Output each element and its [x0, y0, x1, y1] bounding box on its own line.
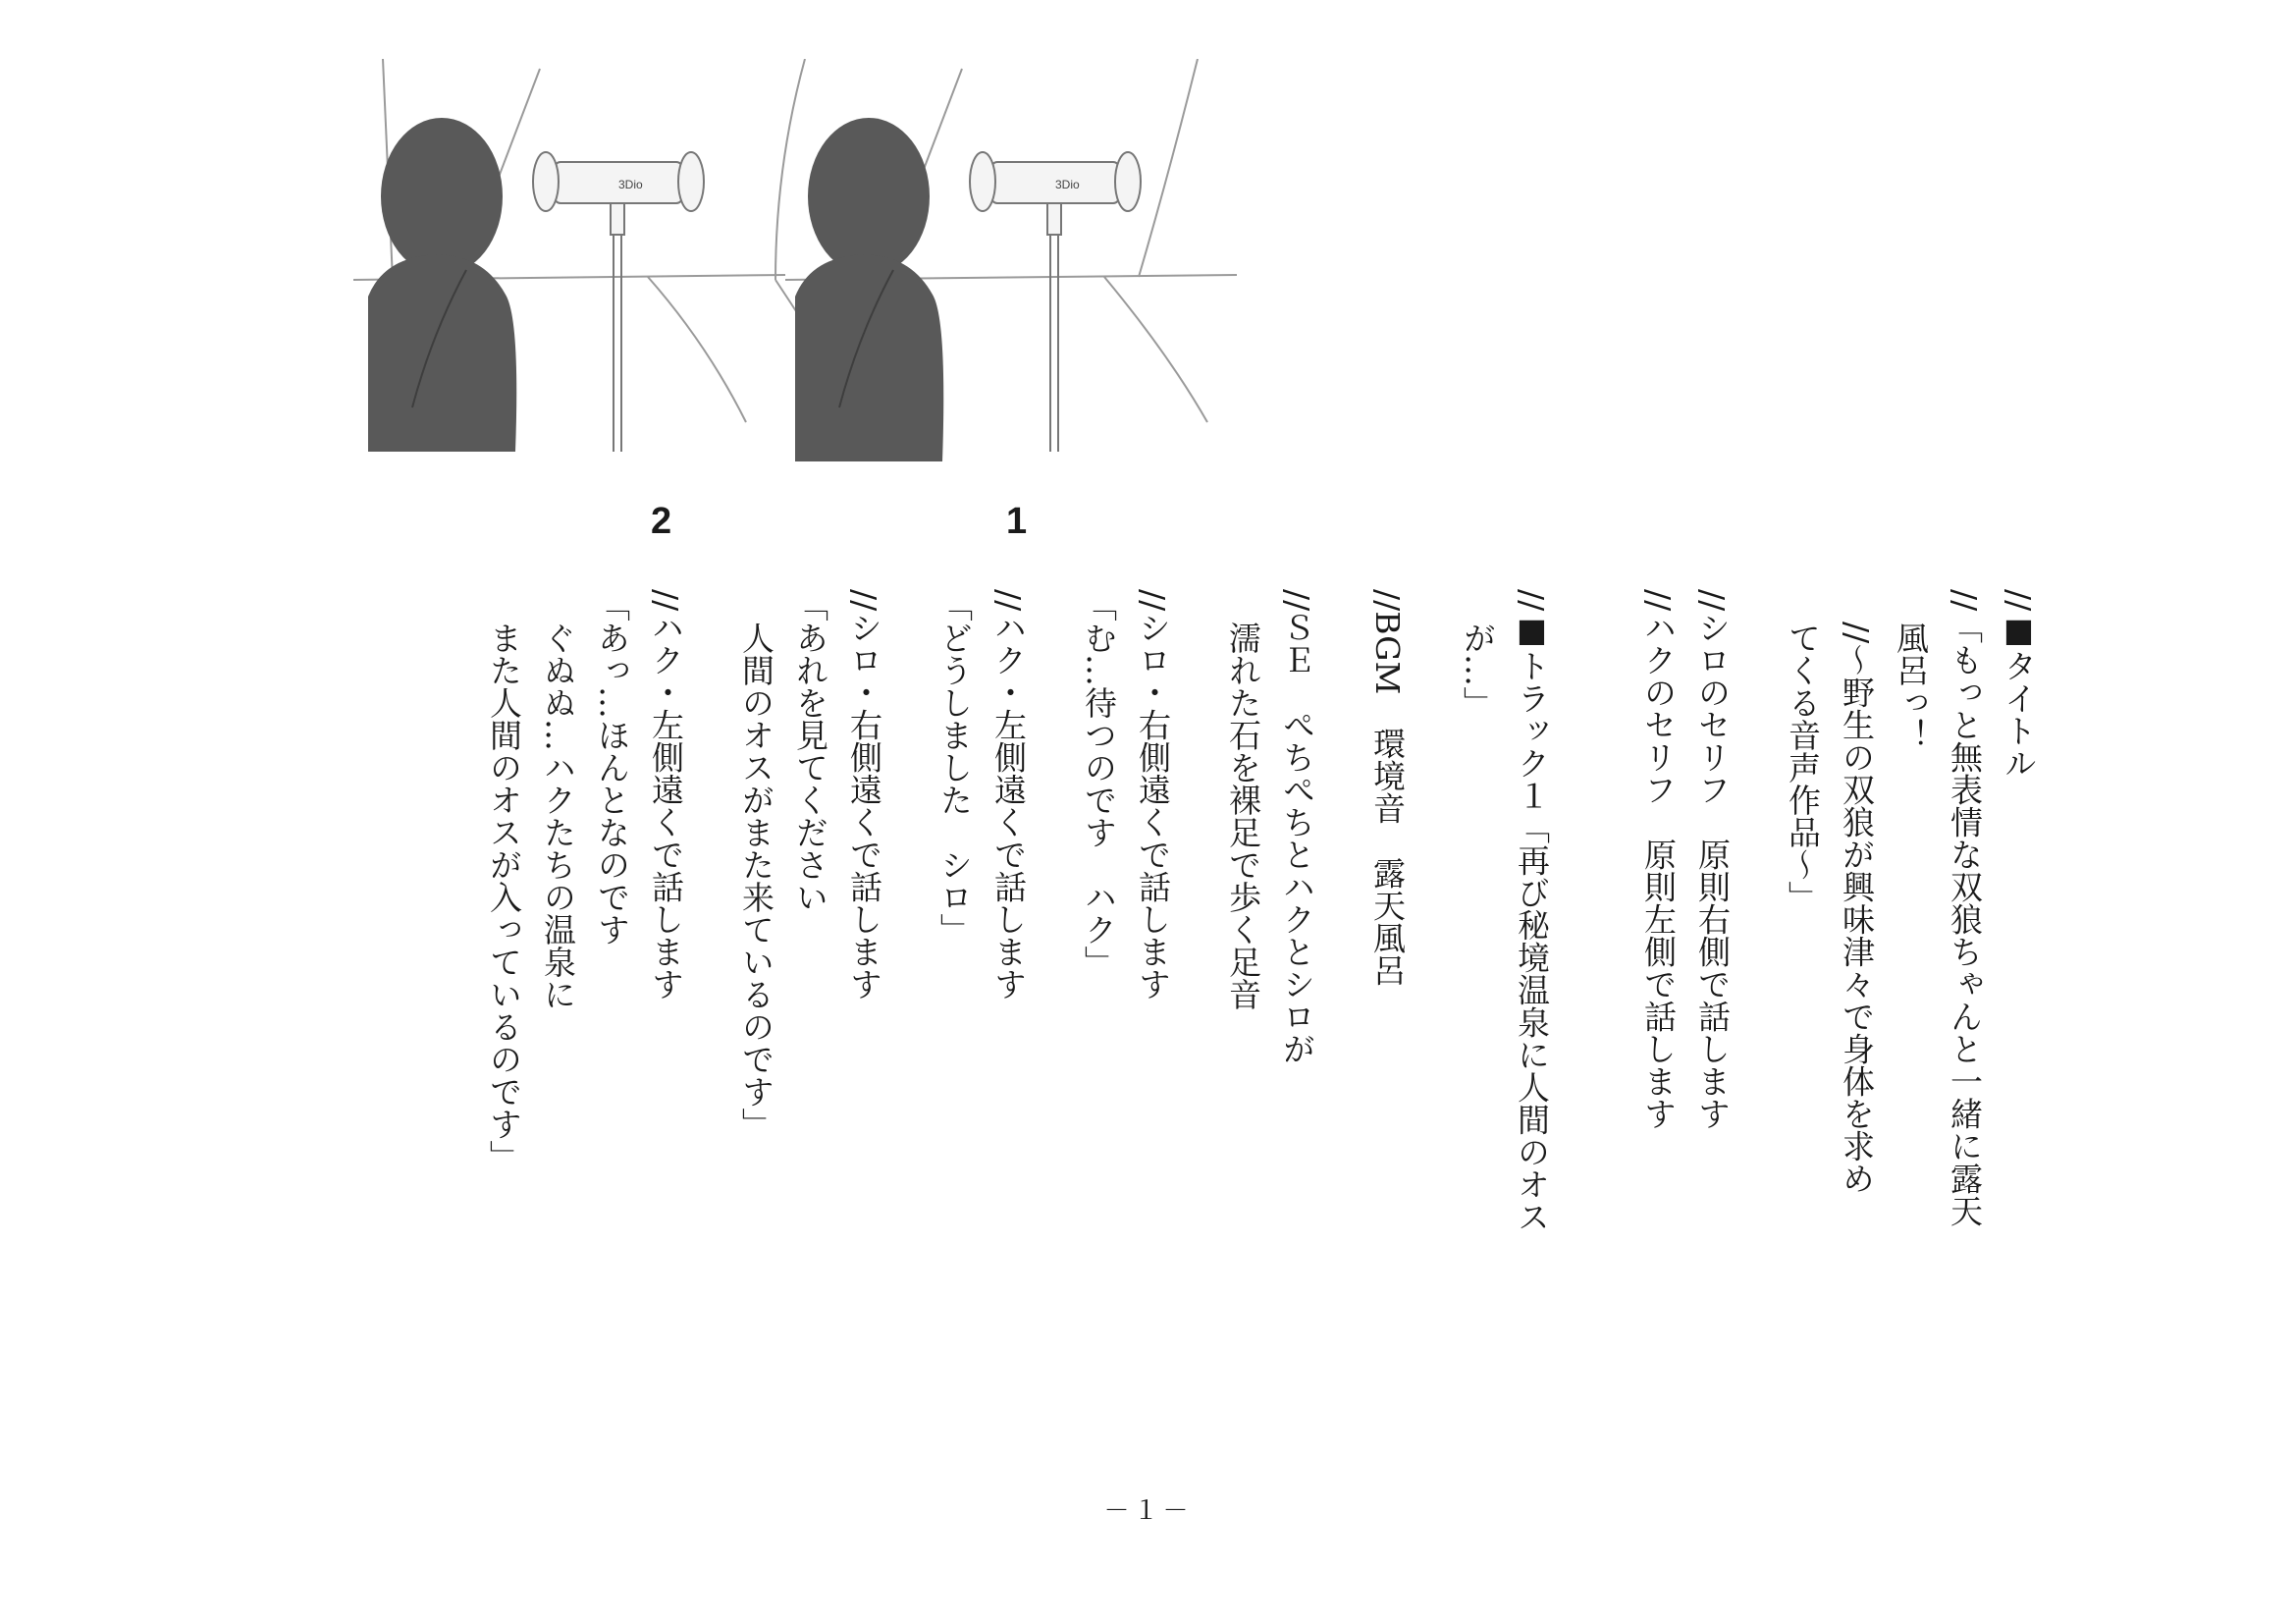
- shiro-stage-direction: //シロ・右側遠くで話します: [845, 589, 883, 1001]
- title-heading-line: //■タイトル: [2000, 589, 2038, 780]
- panel-1-mic-label: 3Dio: [1055, 178, 1080, 191]
- panel-1-number: 1: [1006, 501, 1028, 542]
- panel-1-background-line: [1139, 59, 1198, 277]
- panel-2-listener-silhouette: [368, 118, 516, 452]
- se-direction: //ＳＥ ぺちぺちとハクとシロが: [1278, 589, 1316, 1065]
- shiro-dialogue: 「む…待つのです ハク」: [1080, 589, 1118, 978]
- shiro-dialogue-continued: 人間のオスがまた来ているのです」: [737, 622, 775, 1140]
- shiro-stage-direction: //シロ・右側遠くで話します: [1134, 589, 1172, 1001]
- track-heading-line: //■トラック１「再び秘境温泉に人間のオス: [1513, 589, 1551, 1233]
- panel-2-mic-label: 3Dio: [618, 178, 643, 191]
- haku-dialogue: 「どうしました シロ」: [935, 589, 974, 946]
- panel-2-number: 2: [651, 501, 672, 542]
- subtitle-line-continued: てくる音声作品～」: [1784, 622, 1822, 913]
- spacer: [1036, 589, 1072, 1473]
- title-line-continued: 風呂っ！: [1892, 622, 1930, 751]
- shiro-position-note: //シロのセリフ 原則右側で話します: [1693, 589, 1732, 1130]
- panel-1-listener-silhouette: [795, 118, 943, 461]
- spacer: [1559, 589, 1595, 1473]
- bgm-direction: //BGM 環境音 露天風呂: [1368, 589, 1407, 987]
- spacer: [1324, 589, 1361, 1473]
- se-direction-continued: 濡れた石を裸足で歩く足音: [1224, 622, 1262, 1010]
- spacer: [1739, 589, 1776, 1473]
- spacer: [1595, 589, 1631, 1473]
- subtitle-line: //～野生の双狼が興味津々で身体を求め: [1838, 622, 1876, 1195]
- page-number: －１－: [1103, 1496, 1193, 1526]
- spacer: [1415, 589, 1451, 1473]
- title-line: //「もっと無表情な双狼ちゃんと一緒に露天: [1946, 589, 1984, 1227]
- haku-position-note: //ハクのセリフ 原則左側で話します: [1639, 589, 1678, 1130]
- binaural-mic-illustration: [353, 59, 1256, 471]
- panel-2-binaural-mic: [533, 152, 704, 452]
- panel-2-background-line: [648, 277, 746, 422]
- haku-dialogue: 「あっ…ほんとなのです: [593, 589, 631, 946]
- spacer: [891, 589, 928, 1473]
- spacer: [1180, 589, 1216, 1473]
- haku-stage-direction: //ハク・左側遠くで話します: [989, 589, 1028, 1001]
- haku-dialogue-continued: ぐぬぬ…ハクたちの温泉に: [539, 622, 577, 1010]
- haku-dialogue-continued: また人間のオスが入っているのです」: [485, 622, 523, 1172]
- shiro-dialogue: 「あれを見てください: [791, 589, 829, 913]
- spacer: [693, 589, 729, 1473]
- panel-1-background-line: [775, 59, 805, 280]
- track-heading-continued: が…」: [1459, 622, 1497, 719]
- panel-1-background-line: [1104, 277, 1207, 422]
- script-body: [477, 589, 2046, 1473]
- haku-stage-direction: //ハク・左側遠くで話します: [647, 589, 685, 1001]
- panel-1-binaural-mic: [970, 152, 1141, 452]
